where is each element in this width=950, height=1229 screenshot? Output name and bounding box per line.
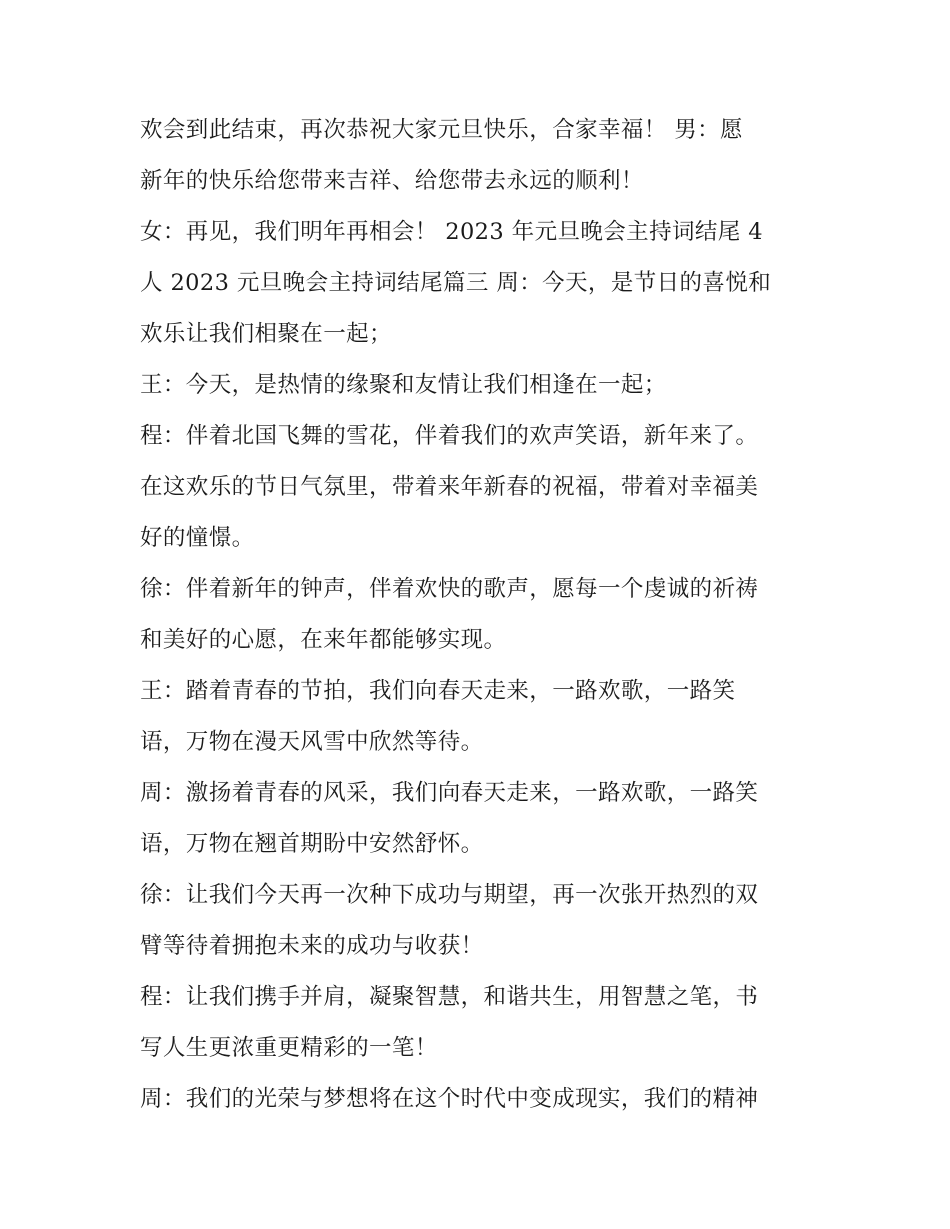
text-line: 语，万物在翘首期盼中安然舒怀。	[140, 831, 484, 857]
text-line: 徐：让我们今天再一次种下成功与期望，再一次张开热烈的双	[140, 882, 759, 908]
text-line: 程：伴着北国飞舞的雪花，伴着我们的欢声笑语，新年来了。	[140, 423, 759, 449]
text-line: 程：让我们携手并肩，凝聚智慧，和谐共生，用智慧之笔，书	[140, 984, 759, 1010]
text-line: 周：我们的光荣与梦想将在这个时代中变成现实，我们的精神	[140, 1086, 759, 1112]
text-line: 欢会到此结束，再次恭祝大家元旦快乐，合家幸福！ 男：愿	[140, 117, 743, 143]
text-line: 在这欢乐的节日气氛里，带着来年新春的祝福，带着对幸福美	[140, 474, 759, 500]
document-body	[140, 105, 820, 1125]
text-line: 人 2023 元旦晚会主持词结尾篇三 周：今天，是节日的喜悦和	[140, 270, 772, 296]
text-line: 王：踏着青春的节拍，我们向春天走来，一路欢歌，一路笑	[140, 678, 736, 704]
text-line: 写人生更浓重更精彩的一笔！	[140, 1035, 438, 1061]
text-line: 好的憧憬。	[140, 525, 255, 551]
text-line: 周：激扬着青春的风采，我们向春天走来，一路欢歌，一路笑	[140, 780, 759, 806]
text-line: 语，万物在漫天风雪中欣然等待。	[140, 729, 484, 755]
text-line: 新年的快乐给您带来吉祥、给您带去永远的顺利！	[140, 168, 644, 194]
text-line: 女：再见，我们明年再相会！ 2023 年元旦晚会主持词结尾 4	[140, 219, 763, 245]
text-line: 臂等待着拥抱未来的成功与收获！	[140, 933, 484, 959]
text-line: 王：今天，是热情的缘聚和友情让我们相逢在一起；	[140, 372, 667, 398]
text-line: 欢乐让我们相聚在一起；	[140, 321, 392, 347]
text-line: 和美好的心愿，在来年都能够实现。	[140, 627, 507, 653]
text-line: 徐：伴着新年的钟声，伴着欢快的歌声，愿每一个虔诚的祈祷	[140, 576, 759, 602]
